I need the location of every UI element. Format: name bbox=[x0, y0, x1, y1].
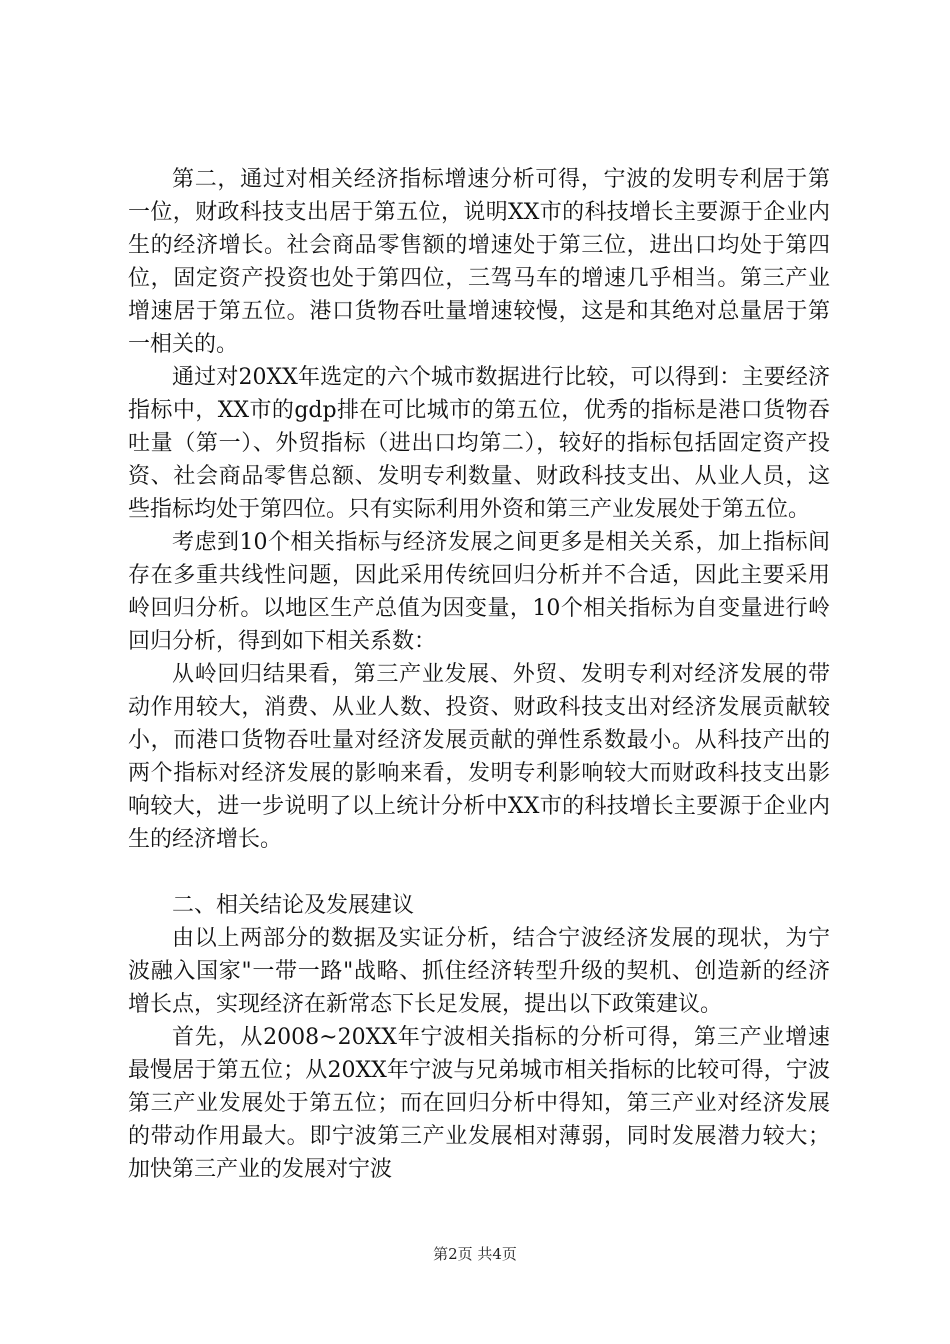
paragraph-6: 首先，从2008~20XX年宁波相关指标的分析可得，第三产业增速最慢居于第五位；从20XX年宁波与兄弟城市相关指标的比较可得，宁波第三产业发展处于第五位；而在回归分析中得知，第三产业对经济发展的带动作用最大。即宁波第三产业发展相对薄弱，同时发展潜力较大；加快第三产业的发展对宁波 bbox=[128, 1025, 830, 1182]
paragraph-3: 考虑到10个相关指标与经济发展之间更多是相关关系，加上指标间存在多重共线性问题，因此采用传统回归分析并不合适，因此主要采用岭回归分析。以地区生产总值为因变量，10个相关指标为自变量进行岭回归分析，得到如下相关系数： bbox=[128, 530, 830, 654]
paragraph-2: 通过对20XX年选定的六个城市数据进行比较，可以得到：主要经济指标中，XX市的gdp排在可比城市的第五位，优秀的指标是港口货物吞吐量（第一）、外贸指标（进出口均第二），较好的指标包括固定资产投资、社会商品零售总额、发明专利数量、财政科技支出、从业人员，这些指标均处于第四位。只有实际利用外资和第三产业发展处于第五位。 bbox=[128, 365, 830, 522]
page-footer: 第2页 共4页 bbox=[433, 1245, 517, 1263]
section-heading: 二、相关结论及发展建议 bbox=[172, 893, 415, 918]
paragraph-1: 第二，通过对相关经济指标增速分析可得，宁波的发明专利居于第一位，财政科技支出居于第五位，说明XX市的科技增长主要源于企业内生的经济增长。社会商品零售额的增速处于第三位，进出口均处于第四位，固定资产投资也处于第四位，三驾马车的增速几乎相当。第三产业增速居于第五位。港口货物吞吐量增速较慢，这是和其绝对总量居于第一相关的。 bbox=[128, 167, 830, 357]
document-body bbox=[128, 163, 830, 1186]
paragraph-4: 从岭回归结果看，第三产业发展、外贸、发明专利对经济发展的带动作用较大，消费、从业人数、投资、财政科技支出对经济发展贡献较小，而港口货物吞吐量对经济发展贡献的弹性系数最小。从科技产出的两个指标对经济发展的影响来看，发明专利影响较大而财政科技支出影响较大，进一步说明了以上统计分析中XX市的科技增长主要源于企业内生的经济增长。 bbox=[128, 662, 830, 852]
paragraph-5: 由以上两部分的数据及实证分析，结合宁波经济发展的现状，为宁波融入国家"一带一路"战略、抓住经济转型升级的契机、创造新的经济增长点，实现经济在新常态下长足发展，提出以下政策建议。 bbox=[128, 926, 830, 1017]
